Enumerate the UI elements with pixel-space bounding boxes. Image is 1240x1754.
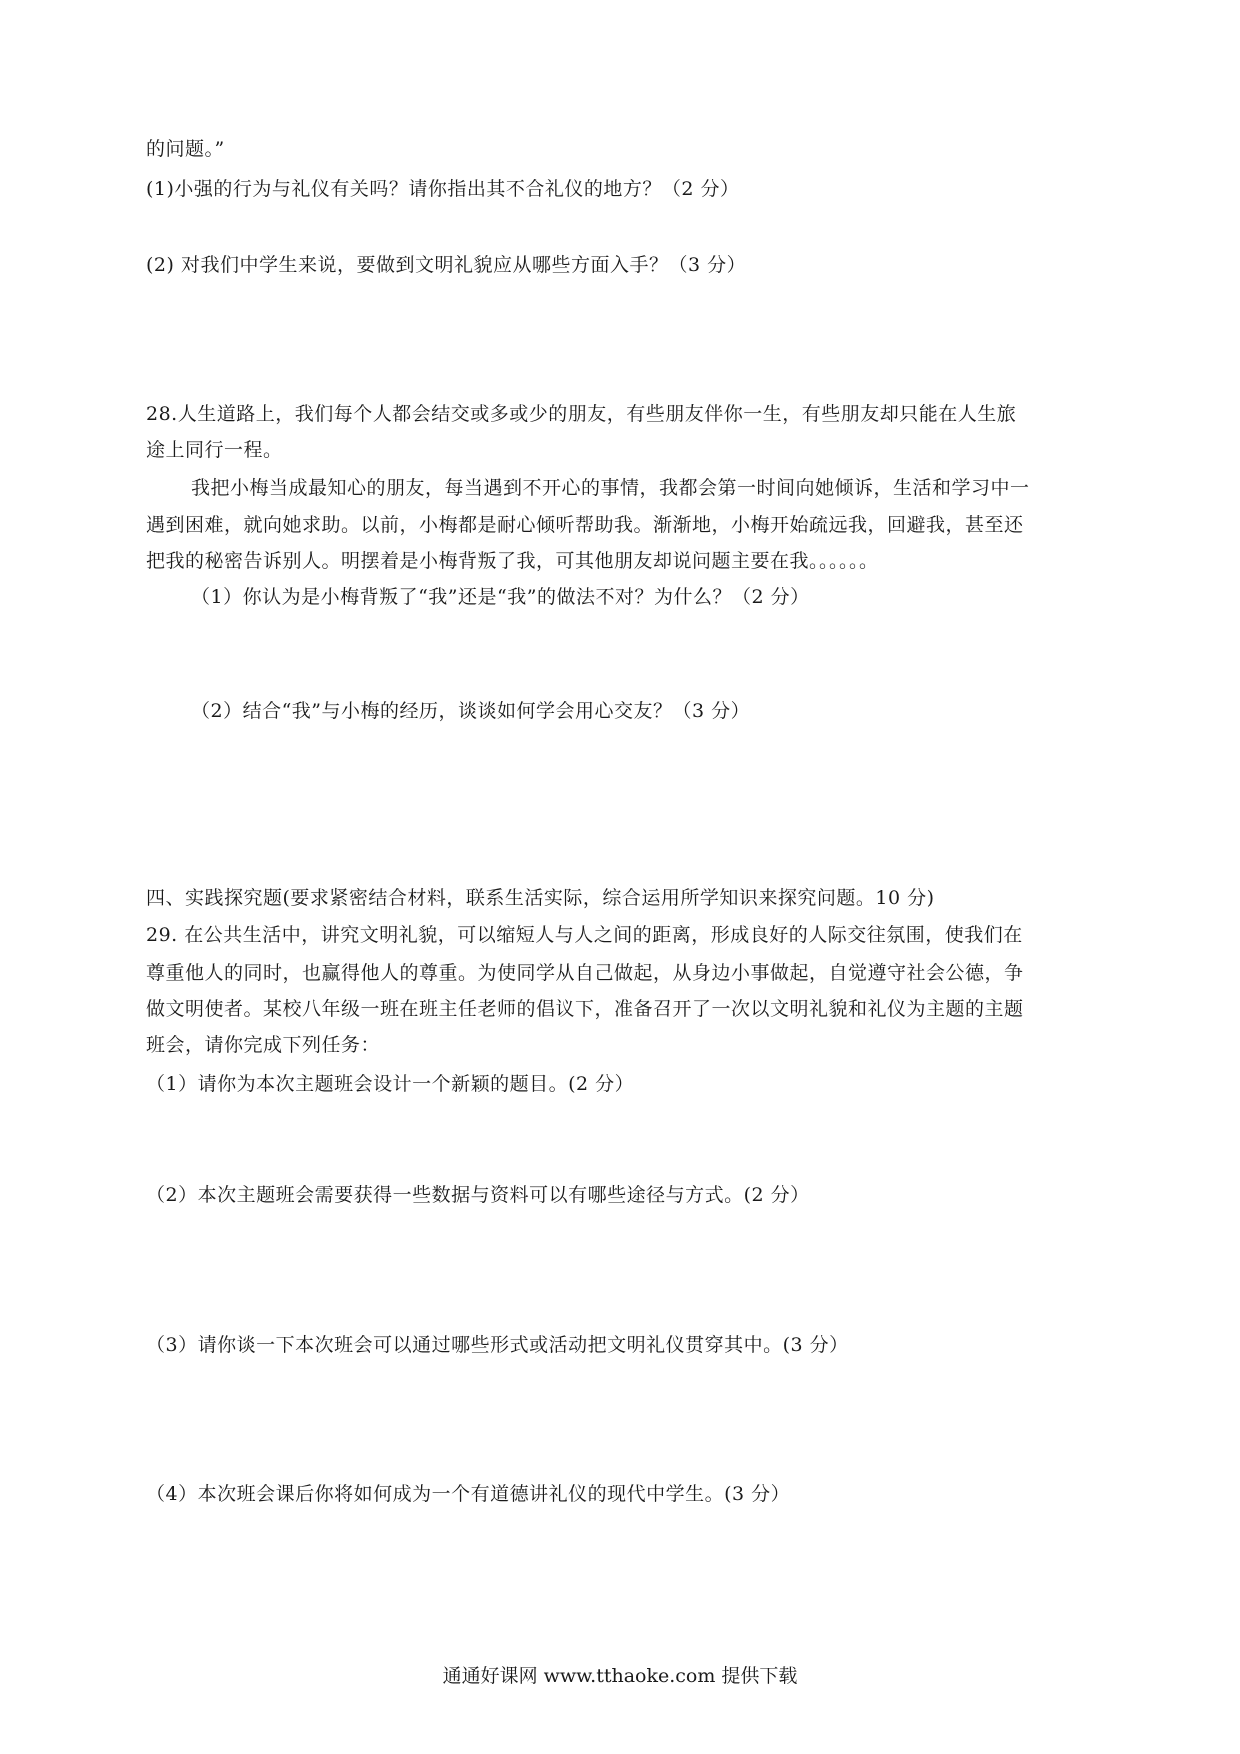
- q27-subquestion-2: (2) 对我们中学生来说，要做到文明礼貌应从哪些方面入手？（3 分）: [146, 254, 747, 276]
- q28-intro-line-2: 途上同行一程。: [146, 439, 283, 461]
- q29-line-4: 班会，请你完成下列任务：: [146, 1034, 381, 1056]
- q27-continuation: 的问题。”: [146, 138, 225, 160]
- footer-credit: 通通好课网 www.tthaoke.com 提供下载: [442, 1665, 798, 1687]
- q28-subquestion-1: （1）你认为是小梅背叛了“我”还是“我”的做法不对？为什么？（2 分）: [191, 586, 810, 608]
- q29-subquestion-3: （3）请你谈一下本次班会可以通过哪些形式或活动把文明礼仪贯穿其中。(3 分）: [146, 1334, 849, 1356]
- q28-intro-line-1: 28.人生道路上，我们每个人都会结交或多或少的朋友，有些朋友伴你一生，有些朋友却只能在人生旅: [146, 403, 1017, 425]
- q29-line-2: 尊重他人的同时，也赢得他人的尊重。为使同学从自己做起，从身边小事做起，自觉遵守社会公德，争: [146, 962, 1024, 984]
- q27-subquestion-1: (1)小强的行为与礼仪有关吗？请你指出其不合礼仪的地方？（2 分）: [146, 178, 740, 200]
- q29-subquestion-2: （2）本次主题班会需要获得一些数据与资料可以有哪些途径与方式。(2 分）: [146, 1184, 810, 1206]
- q29-subquestion-1: （1）请你为本次主题班会设计一个新颖的题目。(2 分）: [146, 1073, 635, 1095]
- q28-paragraph-line-3: 把我的秘密告诉别人。明摆着是小梅背叛了我，可其他朋友却说问题主要在我。。。。。。: [146, 550, 879, 572]
- q28-paragraph-line-1: 我把小梅当成最知心的朋友，每当遇到不开心的事情，我都会第一时间向她倾诉，生活和学习中一: [191, 477, 1030, 499]
- q28-paragraph-line-2: 遇到困难，就向她求助。以前，小梅都是耐心倾听帮助我。渐渐地，小梅开始疏远我，回避我，甚至还: [146, 514, 1024, 536]
- section-4-heading: 四、实践探究题(要求紧密结合材料，联系生活实际，综合运用所学知识来探究问题。10 分): [146, 887, 935, 909]
- q29-subquestion-4: （4）本次班会课后你将如何成为一个有道德讲礼仪的现代中学生。(3 分）: [146, 1483, 791, 1505]
- q28-subquestion-2: （2）结合“我”与小梅的经历，谈谈如何学会用心交友？（3 分）: [191, 700, 751, 722]
- q29-line-1: 29. 在公共生活中，讲究文明礼貌，可以缩短人与人之间的距离，形成良好的人际交往氛围，使我们在: [146, 924, 1023, 946]
- q29-line-3: 做文明使者。某校八年级一班在班主任老师的倡议下，准备召开了一次以文明礼貌和礼仪为主题的主题: [146, 998, 1024, 1020]
